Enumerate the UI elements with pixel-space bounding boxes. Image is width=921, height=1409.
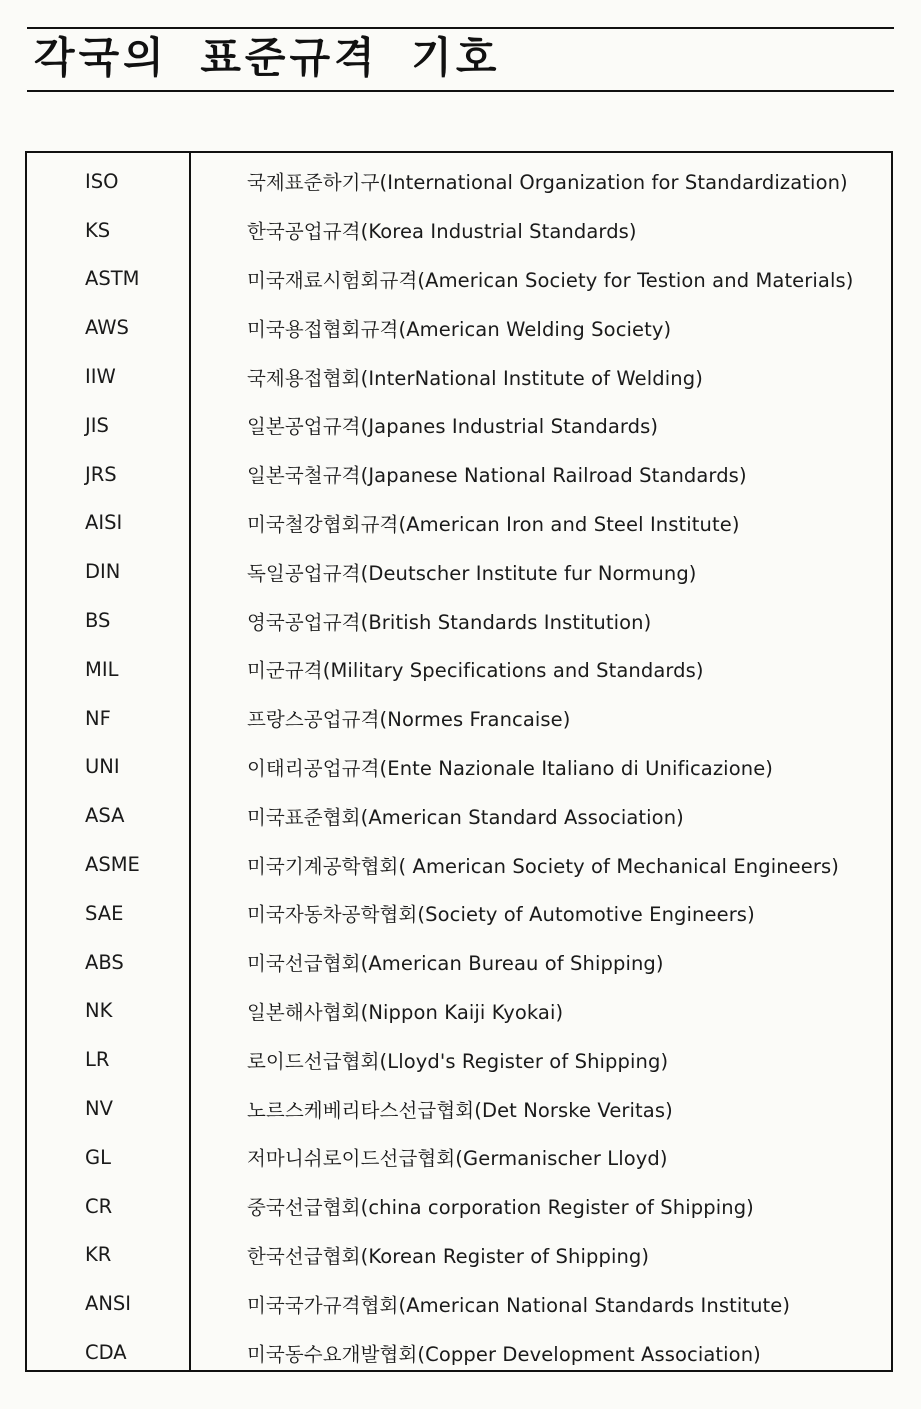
table-row bbox=[27, 1133, 891, 1182]
standard-description: 국제표준하기구(International Organization for Standardization) bbox=[247, 171, 848, 195]
table-row bbox=[27, 499, 891, 548]
standard-description: 미국동수요개발협회(Copper Development Association) bbox=[247, 1342, 761, 1366]
standard-description: 국제용접협회(InterNational Institute of Welding) bbox=[247, 366, 703, 390]
standard-abbreviation: JRS bbox=[85, 462, 117, 486]
table-row bbox=[27, 157, 891, 206]
title-top-rule bbox=[27, 27, 894, 29]
table-row bbox=[27, 352, 891, 401]
table-row bbox=[27, 450, 891, 499]
standard-description: 미군규격(Military Specifications and Standards) bbox=[247, 659, 704, 683]
standard-abbreviation: MIL bbox=[85, 657, 119, 681]
standards-rows bbox=[27, 157, 891, 1377]
standard-description: 미국국가규격협회(American National Standards Institute) bbox=[247, 1293, 791, 1317]
standard-description: 로이드선급협회(Lloyd's Register of Shipping) bbox=[247, 1049, 669, 1073]
table-row bbox=[27, 645, 891, 694]
standard-abbreviation: SAE bbox=[85, 901, 124, 925]
table-row bbox=[27, 694, 891, 743]
table-row bbox=[27, 1084, 891, 1133]
standard-description: 한국공업규격(Korea Industrial Standards) bbox=[247, 220, 637, 244]
standard-abbreviation: ABS bbox=[85, 950, 124, 974]
standard-abbreviation: CDA bbox=[85, 1341, 127, 1365]
standard-abbreviation: AWS bbox=[85, 316, 129, 340]
title-bottom-rule bbox=[27, 90, 894, 92]
standard-abbreviation: NK bbox=[85, 999, 113, 1023]
standard-description: 미국재료시험회규격(American Society for Testion and Materials) bbox=[247, 268, 854, 292]
table-row bbox=[27, 791, 891, 840]
standard-abbreviation: UNI bbox=[85, 755, 120, 779]
table-row bbox=[27, 401, 891, 450]
standard-abbreviation: ISO bbox=[85, 169, 119, 193]
standard-description: 일본해사협회(Nippon Kaiji Kyokai) bbox=[247, 1000, 564, 1024]
standard-description: 미국표준협회(American Standard Association) bbox=[247, 805, 684, 829]
standard-description: 일본공업규격(Japanes Industrial Standards) bbox=[247, 415, 659, 439]
standard-description: 노르스케베리타스선급협회(Det Norske Veritas) bbox=[247, 1098, 673, 1122]
standards-table bbox=[25, 151, 893, 1372]
standard-abbreviation: KR bbox=[85, 1243, 112, 1267]
standard-abbreviation: ASTM bbox=[85, 267, 140, 291]
table-row bbox=[27, 1279, 891, 1328]
standard-abbreviation: BS bbox=[85, 609, 111, 633]
standard-description: 미국용접협회규격(American Welding Society) bbox=[247, 317, 672, 341]
standard-abbreviation: ANSI bbox=[85, 1292, 132, 1316]
standard-description: 독일공업규격(Deutscher Institute fur Normung) bbox=[247, 561, 697, 585]
table-row bbox=[27, 889, 891, 938]
table-row bbox=[27, 743, 891, 792]
standard-abbreviation: ASME bbox=[85, 853, 140, 877]
standard-abbreviation: KS bbox=[85, 218, 111, 242]
standard-abbreviation: LR bbox=[85, 1048, 110, 1072]
standard-abbreviation: JIS bbox=[85, 413, 109, 437]
page-title: 각국의 표준규격 기호 bbox=[34, 33, 501, 82]
standard-description: 저마니쉬로이드선급협회(Germanischer Lloyd) bbox=[247, 1147, 668, 1171]
standard-description: 영국공업규격(British Standards Institution) bbox=[247, 610, 652, 634]
standard-abbreviation: NV bbox=[85, 1097, 113, 1121]
standard-description: 미국철강협회규격(American Iron and Steel Institute) bbox=[247, 512, 740, 536]
table-row bbox=[27, 303, 891, 352]
standard-abbreviation: ASA bbox=[85, 804, 125, 828]
table-row bbox=[27, 1182, 891, 1231]
standard-abbreviation: NF bbox=[85, 706, 111, 730]
standard-description: 미국기계공학협회( American Society of Mechanical Engineers) bbox=[247, 854, 839, 878]
table-row bbox=[27, 596, 891, 645]
standard-description: 미국선급협회(American Bureau of Shipping) bbox=[247, 952, 664, 976]
table-row bbox=[27, 547, 891, 596]
table-row bbox=[27, 1035, 891, 1084]
standard-abbreviation: IIW bbox=[85, 365, 116, 389]
standard-abbreviation: GL bbox=[85, 1145, 111, 1169]
table-row bbox=[27, 1231, 891, 1280]
standard-abbreviation: CR bbox=[85, 1194, 113, 1218]
table-row bbox=[27, 1328, 891, 1377]
standard-abbreviation: DIN bbox=[85, 560, 121, 584]
standard-description: 일본국철규격(Japanese National Railroad Standards) bbox=[247, 464, 747, 488]
table-row bbox=[27, 938, 891, 987]
table-row bbox=[27, 206, 891, 255]
standard-description: 미국자동차공학협회(Society of Automotive Engineers) bbox=[247, 903, 755, 927]
table-row bbox=[27, 987, 891, 1036]
standard-description: 이태리공업규격(Ente Nazionale Italiano di Unificazione) bbox=[247, 756, 773, 780]
standard-description: 프랑스공업규격(Normes Francaise) bbox=[247, 708, 571, 732]
standard-description: 한국선급협회(Korean Register of Shipping) bbox=[247, 1244, 650, 1268]
standard-description: 중국선급협회(china corporation Register of Shipping) bbox=[247, 1196, 754, 1220]
table-row bbox=[27, 840, 891, 889]
table-row bbox=[27, 255, 891, 304]
standard-abbreviation: AISI bbox=[85, 511, 123, 535]
